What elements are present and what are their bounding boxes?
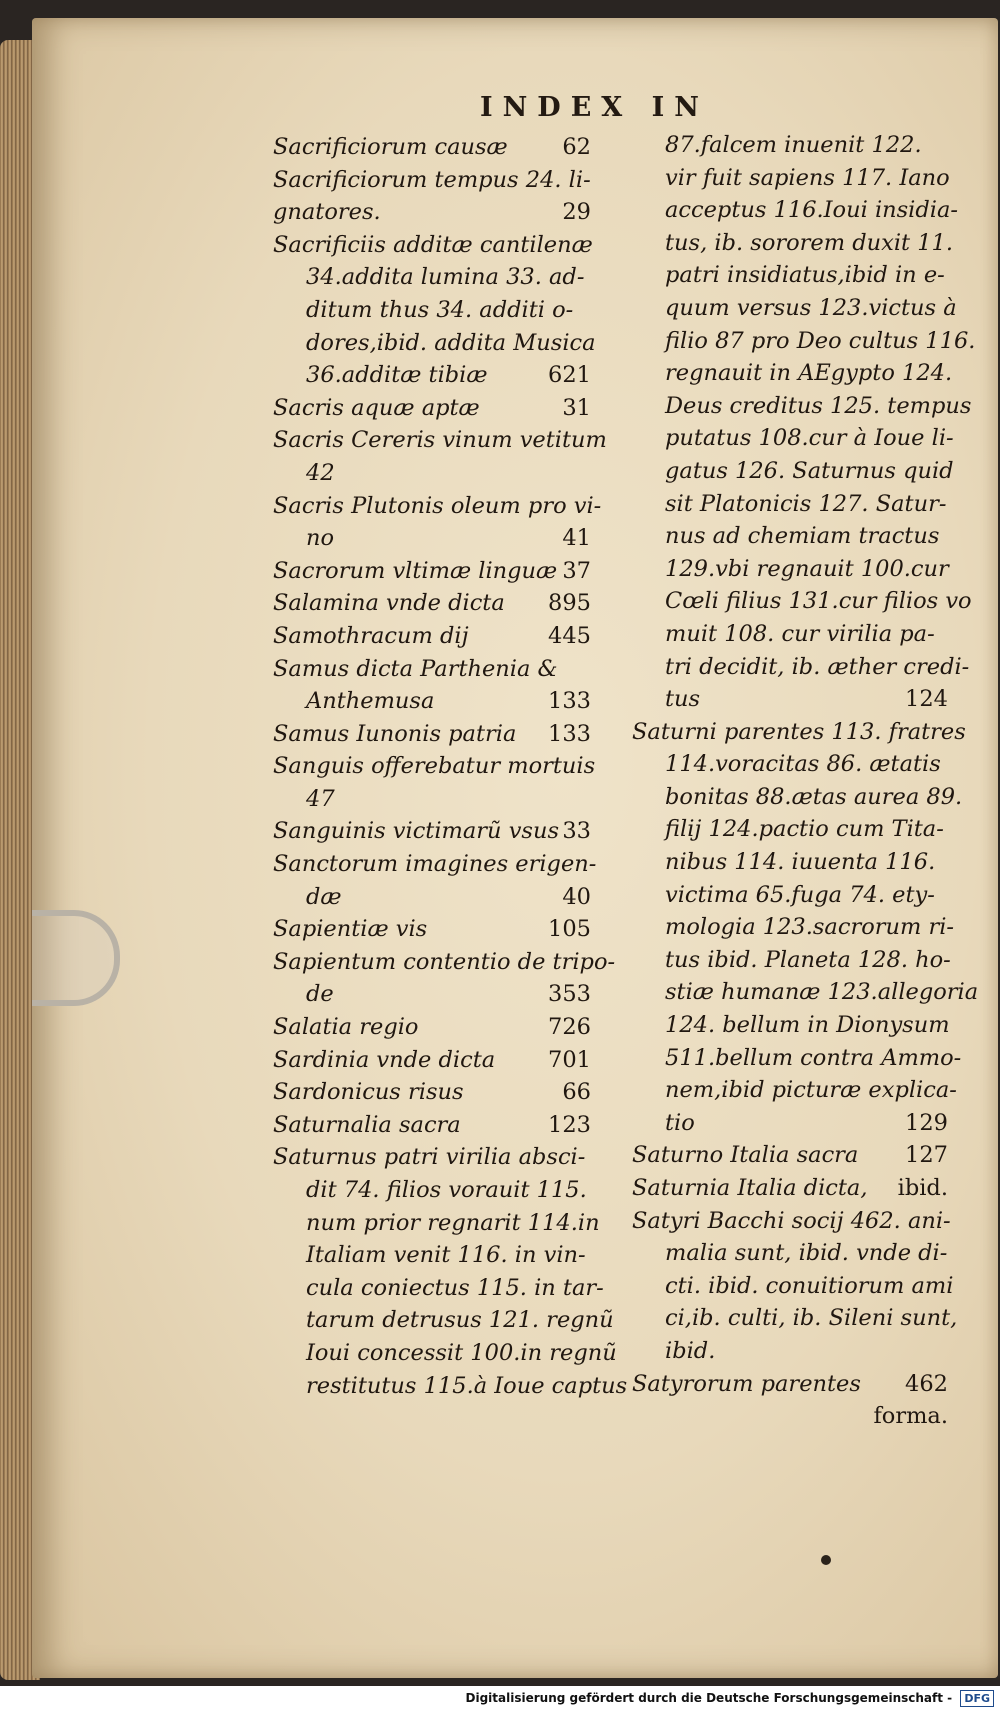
index-entry-line [273,131,591,164]
entry-text: Sanctorum imagines erigen- [273,851,597,878]
footer-text: Digitalisierung gefördert durch die Deutsche Forschungsgemeinschaft - [465,1691,953,1705]
entry-text: 114.voracitas 86. ætatis [665,751,941,778]
index-entry-line [273,750,596,783]
index-entry-line [273,881,591,914]
entry-text: ditum thus 34. additi o- [306,296,574,323]
index-entry-line [632,553,948,586]
entry-text: tus [665,686,701,713]
index-entry-line [632,520,948,553]
entry-text: num prior regnarit 114.in [306,1209,600,1236]
index-entry-line [632,1074,957,1107]
entry-text: Samothracum dij [273,622,469,649]
entry-page-number: 621 [548,362,591,389]
entry-page-number: 105 [548,916,591,943]
index-entry-line [632,129,948,162]
index-entry-line [273,261,591,294]
entry-text: Samus dicta Parthenia & [273,655,558,682]
index-entry-line [632,1335,948,1368]
index-entry-line [273,1174,591,1207]
index-entry-line [273,359,591,392]
entry-text: Saturno Italia sacra [632,1142,859,1169]
entry-page-number: 133 [548,720,591,747]
entry-text: quum versus 123.victus à [665,294,957,321]
entry-text: Italiam venit 116. in vin- [306,1242,586,1269]
entry-text: Sacrificiis additæ cantilenæ [273,231,593,258]
index-entry-line [273,1304,614,1337]
entry-text: Sacris aquæ aptæ [273,394,480,421]
running-header: INDEX IN [480,92,709,123]
index-entry-line [632,879,948,912]
entry-text: ibid. [665,1337,716,1364]
page-clip [32,910,120,1006]
index-entry-line [632,585,972,618]
index-entry-line [273,783,591,816]
entry-text: Anthemusa [306,688,435,715]
index-entry-line [632,162,948,195]
entry-page-number: 29 [562,199,591,226]
entry-text: Sanguis offerebatur mortuis [273,753,596,780]
entry-page-number: 129 [905,1109,948,1136]
index-entry-line [273,1044,591,1077]
index-entry-line [273,229,591,262]
entry-text: nibus 114. iuuenta 116. [665,849,936,876]
entry-text: Saturnalia sacra [273,1111,461,1138]
entry-page-number: 353 [548,981,591,1008]
index-entry-line [273,327,596,360]
index-entry-line [273,490,602,523]
index-column-right [632,129,979,1433]
entry-text: 42 [306,459,335,486]
entry-text: Cœli filius 131.cur filios vo [665,588,972,615]
entry-text: tus ibid. Planeta 128. ho- [665,946,951,973]
index-entry-line [273,196,591,229]
index-entry-line [632,618,948,651]
index-entry-line [632,1042,962,1075]
entry-page-number: 40 [562,883,591,910]
entry-page-number: 127 [905,1142,948,1169]
entry-page-number: 62 [562,134,591,160]
index-entry-line [632,846,948,879]
index-entry-line [273,620,591,653]
entry-text: 36.additæ tibiæ [306,362,488,389]
entry-text: 511.bellum contra Ammo- [665,1044,962,1071]
index-entry-line [632,1107,948,1140]
index-entry-line [632,1400,948,1433]
entry-text: 34.addita lumina 33. ad- [306,264,585,291]
entry-text: 47 [306,785,335,812]
entry-text: tarum detrusus 121. regnũ [306,1307,614,1334]
index-entry-line [273,1239,591,1272]
entry-page-number: forma. [873,1403,948,1430]
index-entry-line [273,1141,591,1174]
entry-text: gnatores. [273,199,381,226]
entry-text: gatus 126. Saturnus quid [665,457,954,484]
entry-text: acceptus 116.Ioui insidia- [665,197,958,224]
index-entry-line [632,716,966,749]
entry-text: Saturnia Italia dicta, [632,1175,868,1201]
entry-text: vir fuit sapiens 117. Iano [665,164,950,191]
entry-page-number: 895 [548,590,591,617]
entry-page-number: 66 [562,1079,591,1106]
entry-text: Sacris Plutonis oleum pro vi- [273,492,602,519]
entry-page-number: 37 [562,557,591,584]
entry-page-number: 701 [548,1046,591,1073]
entry-text: malia sunt, ibid. vnde di- [665,1240,948,1267]
index-entry-line [632,944,951,977]
entry-page-number: 133 [548,688,591,715]
index-entry-line [273,718,591,751]
index-column-left [273,131,628,1402]
entry-page-number: 123 [548,1111,591,1138]
entry-text: Ioui concessit 100.in regnũ [306,1339,617,1366]
index-entry-line [632,194,958,227]
entry-text: cti. ibid. conuitiorum ami [665,1272,954,1299]
entry-page-number: 124 [905,686,948,713]
entry-text: Sardonicus risus [273,1079,464,1106]
index-entry-line [632,422,954,455]
index-entry-line [273,913,591,946]
index-entry-line [273,457,591,490]
index-entry-line [273,653,591,686]
entry-text: Sapientiæ vis [273,916,428,943]
index-entry-line [632,455,954,488]
entry-text: de [306,981,334,1008]
index-entry-line [273,1337,617,1370]
index-entry-line [273,1011,591,1044]
entry-text: Saturnus patri virilia absci- [273,1144,586,1171]
entry-text: patri insidiatus,ibid in e- [665,262,945,289]
index-entry-line [273,587,591,620]
entry-text: sit Platonicis 127. Satur- [665,490,947,517]
entry-text: dit 74. filios vorauit 115. [306,1177,587,1203]
entry-text: tus, ib. sororem duxit 11. [665,229,953,256]
entry-text: regnauit in AEgypto 124. [665,360,953,387]
entry-text: victima 65.fuga 74. ety- [665,881,935,908]
index-entry-line [632,325,976,358]
entry-text: Sapientum contentio de tripo- [273,948,616,975]
index-entry-line [632,1237,948,1270]
entry-text: Saturni parentes 113. fratres [632,718,966,745]
index-entry-line [632,227,953,260]
entry-text: tri decidit, ib. æther credi- [665,653,970,680]
index-entry-line [632,651,970,684]
index-entry-line [632,488,948,521]
entry-page-number: 41 [562,525,591,552]
entry-text: 124. bellum in Dionysum [665,1012,950,1039]
index-entry-line [273,978,591,1011]
entry-text: filio 87 pro Deo cultus 116. [665,327,976,354]
entry-text: Sacrificiorum tempus 24. li- [273,166,591,193]
index-entry-line [632,390,972,423]
index-entry-line [632,1270,954,1303]
entry-text: Salatia regio [273,1014,419,1041]
entry-text: Sacris Cereris vinum vetitum [273,427,607,454]
entry-text: Salamina vnde dicta [273,590,505,617]
index-entry-line [632,1302,958,1335]
entry-text: Sardinia vnde dicta [273,1046,496,1073]
entry-text: putatus 108.cur à Ioue li- [665,425,954,452]
entry-text: bonitas 88.ætas aurea 89. [665,783,963,810]
index-entry-line [273,424,607,457]
index-entry-line [273,946,616,979]
index-entry-line [273,294,591,327]
index-entry-line [632,259,948,292]
entry-text: Satyrorum parentes [632,1370,861,1397]
entry-text: 129.vbi regnauit 100.cur [665,555,949,582]
entry-text: Samus Iunonis patria [273,720,517,747]
index-entry-line [632,1139,948,1172]
entry-text: stiæ humanæ 123.allegoria [665,979,979,1006]
entry-page-number: 33 [562,818,591,845]
index-entry-line [273,1207,600,1240]
digitization-footer [0,1686,1000,1710]
entry-page-number: ibid. [897,1175,948,1201]
entry-text: filij 124.pactio cum Tita- [665,816,944,843]
index-entry-line [632,1172,948,1205]
entry-text: dores,ibid. addita Musica [306,329,596,356]
index-entry-line [632,813,948,846]
index-entry-line [632,292,957,325]
entry-page-number: 462 [905,1370,948,1397]
index-entry-line [273,164,591,197]
entry-text: Sacrorum vltimæ linguæ [273,557,558,584]
index-entry-line [273,815,591,848]
index-entry-line [273,1370,628,1403]
entry-text: nus ad chemiam tractus [665,523,940,550]
entry-text: ci,ib. culti, ib. Sileni sunt, [665,1305,958,1332]
entry-text: cula coniectus 115. in tar- [306,1274,604,1301]
index-entry-line [273,848,597,881]
entry-text: dæ [306,883,342,910]
entry-text: Sacrificiorum causæ [273,134,508,160]
entry-text: no [306,525,335,552]
entry-text: 87.falcem inuenit 122. [665,132,922,158]
index-entry-line [273,685,591,718]
index-entry-line [273,1076,591,1109]
index-entry-line [273,522,591,555]
entry-page-number: 726 [548,1014,591,1041]
entry-text: nem,ibid picturæ explica- [665,1077,957,1104]
index-entry-line [273,1272,604,1305]
index-entry-line [632,1205,951,1238]
dfg-logo: DFG [960,1690,994,1707]
index-entry-line [632,976,979,1009]
entry-page-number: 445 [548,622,591,649]
entry-page-number: 31 [562,394,591,421]
index-entry-line [632,683,948,716]
entry-text: restitutus 115.à Ioue captus [306,1372,628,1399]
index-entry-line [273,1109,591,1142]
entry-text: Deus creditus 125. tempus [665,392,972,419]
ink-dot [821,1555,831,1565]
entry-text: muit 108. cur virilia pa- [665,620,935,647]
index-entry-line [632,1368,948,1401]
entry-text: Sanguinis victimarũ vsus [273,818,559,845]
index-entry-line [273,555,591,588]
index-entry-line [273,392,591,425]
index-entry-line [632,911,955,944]
index-entry-line [632,748,948,781]
index-entry-line [632,357,953,390]
index-entry-line [632,781,963,814]
entry-text: tio [665,1109,695,1136]
entry-text: Satyri Bacchi socij 462. ani- [632,1207,951,1234]
index-entry-line [632,1009,948,1042]
entry-text: mologia 123.sacrorum ri- [665,914,955,941]
